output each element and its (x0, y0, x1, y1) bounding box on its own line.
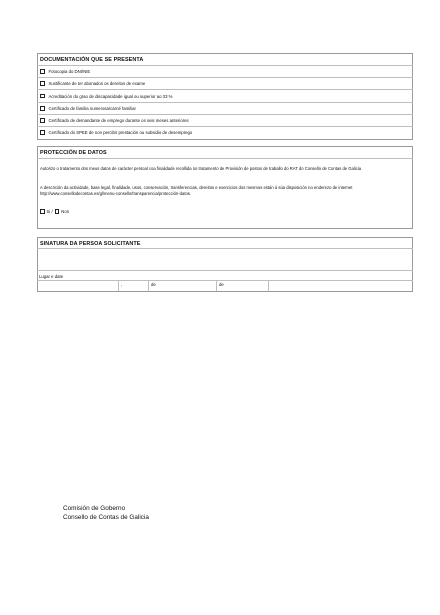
documentation-header-row (37, 53, 413, 66)
signature-blank-row[interactable] (37, 249, 413, 271)
document-label: Certificado do SPEE de non percibir prestación ou subsidio de desemprego (48, 130, 193, 135)
place-date-label: Lugar e date (39, 273, 64, 279)
document-label: Fotocopia do DNI/NIE (48, 69, 91, 74)
document-label: Certificado de familia numerosa/carné familiar (48, 106, 136, 111)
data-protection-consent-text: Autorizo o tratamento dos meus datos de carácter persoal coa finalidade recollida no tratamento de Provisión de postos de traballo do RAT do Consello de Contas de Galicia (40, 166, 362, 171)
document-row (37, 90, 413, 103)
footer-signatory (63, 505, 149, 522)
place-date-fields (37, 281, 413, 292)
comma-separator: , (121, 282, 123, 287)
checkbox-large-family[interactable] (40, 106, 45, 111)
footer-line-council: Consello de Contas de Galicia (63, 513, 149, 521)
checkbox-job-seeker[interactable] (40, 118, 45, 123)
data-protection-title: PROTECCIÓN DE DATOS (40, 150, 107, 156)
checkbox-disability[interactable] (40, 94, 45, 99)
place-field[interactable] (37, 281, 119, 291)
consent-no-label: Non (61, 209, 70, 214)
data-protection-info-text: A descrición da actividade, base legal, finalidade, usos, conservación, transferencias, dereitos e exercicios dos mesmos están á súa disposición no enderezo de internet http://www.consellodecontas.es/gl/menu-consello/transparencia/protección-datos. (40, 185, 353, 196)
document-label: Xustificante de ter abonados os dereitos de exame (48, 81, 146, 86)
checkbox-consent-yes[interactable] (40, 209, 45, 214)
consent-options (40, 209, 69, 214)
day-field[interactable] (125, 281, 149, 291)
checkbox-consent-no[interactable] (55, 209, 60, 214)
de-label-1: de (151, 282, 156, 287)
de-label-2: de (219, 282, 224, 287)
footer-line-commission: Comisión de Goberno (63, 505, 126, 512)
month-field[interactable] (163, 281, 217, 291)
document-label: Certificado de demandante de emprego durante os seis meses anteriores (48, 118, 189, 123)
signature-header-row (37, 237, 413, 249)
checkbox-dni[interactable] (40, 69, 45, 74)
document-row (37, 78, 413, 90)
document-row (37, 103, 413, 115)
document-label: Acreditación do grao de discapacidade igual ou superior ao 33 % (48, 93, 173, 99)
consent-yes-label: Si / (46, 209, 53, 214)
document-row (37, 66, 413, 78)
checkbox-unemployment[interactable] (40, 130, 45, 135)
signature-title: SINATURA DA PERSOA SOLICITANTE (40, 240, 141, 247)
document-row (37, 127, 413, 140)
data-protection-header-row (37, 146, 413, 159)
documentation-title: DOCUMENTACIÓN QUE SE PRESENTA (40, 57, 144, 63)
place-date-label-row (37, 271, 413, 281)
year-field[interactable] (231, 281, 269, 291)
checkbox-exam-fees[interactable] (40, 81, 45, 86)
document-row (37, 115, 413, 127)
